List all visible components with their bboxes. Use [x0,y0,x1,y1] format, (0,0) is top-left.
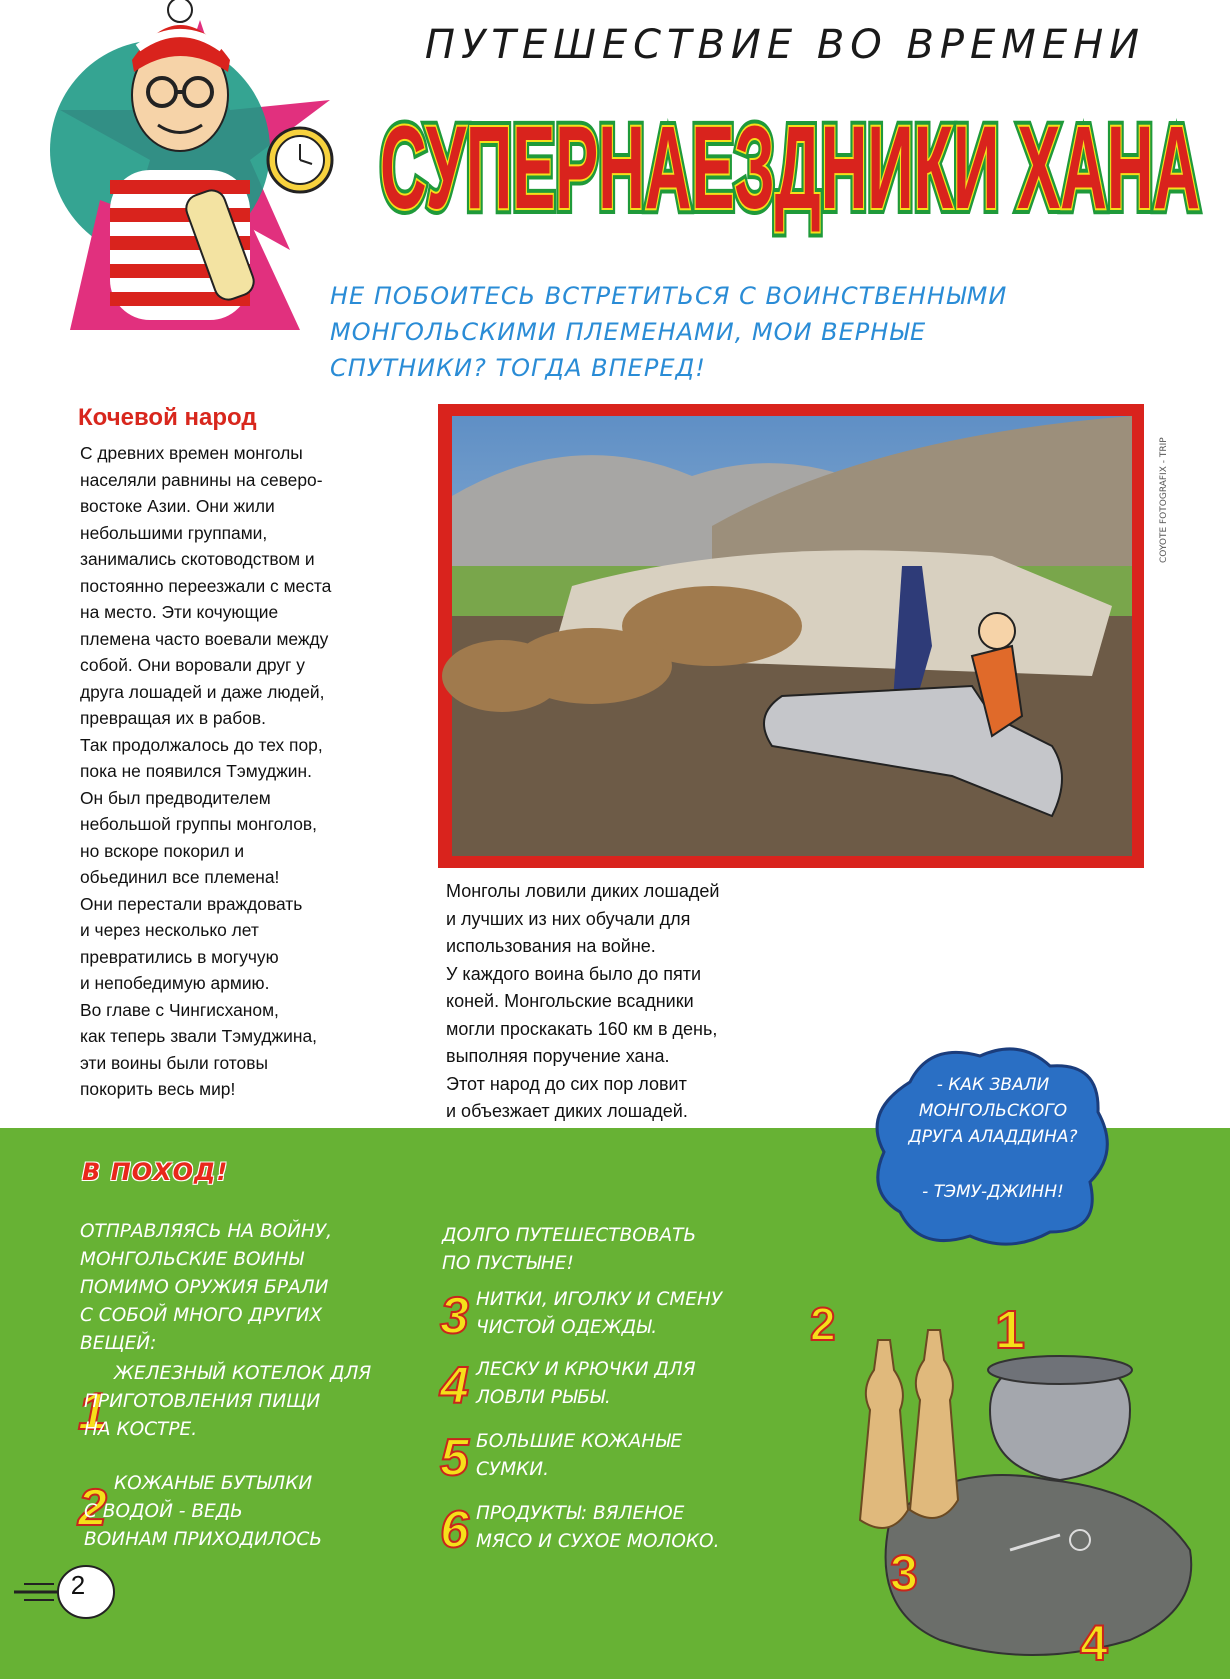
title-text-overlay: СУПЕРНАЕЗДНИКИ ХАНА [380,102,1200,234]
illustration-label-4: 4 [1080,1615,1108,1671]
page-supertitle: ПУТЕШЕСТВИЕ ВО ВРЕМЕНИ [424,22,1146,68]
mongol-horses-photo [452,416,1132,856]
photo-caption: Монголы ловили диких лошадей и лучших из них обучали для использования на войне. У каждого воина было до пяти коней. Монгольские всадники могли проскакать 160 км в день, выполняя поручение хана. Этот народ до сих пор ловит и объезжает диких лошадей. [446,881,720,1121]
illustration-label-3: 3 [890,1545,918,1601]
campaign-item-2-continued [442,1222,782,1282]
item-number: 1 [78,1383,107,1441]
title-text: СУПЕРНАЕЗДНИКИ ХАНА [380,102,1200,234]
item-number: 2 [78,1479,107,1537]
item-number: 5 [440,1429,469,1487]
joke-question: - КАК ЗВАЛИ МОНГОЛЬСКОГО ДРУГА АЛАДДИНА? [908,1075,1078,1147]
campaign-items-illustration [810,1290,1230,1679]
page-title-banner [370,90,1210,240]
item-text: ПРОДУКТЫ: ВЯЛЕНОЕ МЯСО И СУХОЕ МОЛОКО. [476,1503,720,1552]
item-number: 6 [440,1501,469,1559]
item-text: ЖЕЛЕЗНЫЙ КОТЕЛОК ДЛЯ ПРИГОТОВЛЕНИЯ ПИЩИ НА КОСТРЕ. [84,1363,372,1440]
section-heading: Кочевой народ [78,404,257,431]
page-number: 2 [70,1570,86,1600]
item-number: 4 [440,1357,469,1415]
campaign-item-5 [440,1428,800,1488]
item-text: НИТКИ, ИГОЛКУ И СМЕНУ ЧИСТОЙ ОДЕЖДЫ. [476,1289,723,1338]
item-number: 3 [440,1287,469,1345]
photo-credit-text: COYOTE FOTOGRAFIX - TRIP [1159,437,1169,563]
item-text: ДОЛГО ПУТЕШЕСТВОВАТЬ ПО ПУСТЫНЕ! [442,1225,697,1274]
illustration-label-2: 2 [810,1298,836,1350]
campaign-item-1 [78,1360,418,1450]
section-body: С древних времен монголы населяли равнины на северо- востоке Азии. Они жили небольшими группами, занимались скотоводством и постоянно переезжали с места на место. Эти кочующие племена часто воевали между собой. Они воровали друг у друга лошадей и даже людей, превращая их в рабов. Так продолжалось до тех пор, пока не появился Тэмуджин. Он был предводителем небольшой группы монголов, но вскоре покорил и обьединил все племена! Они перестали враждовать и через несколько лет превратились в могучую и непобедимую армию. Во главе с Чингисханом, как теперь звали Тэмуджина, эти воины были готовы покорить весь мир! [80,443,332,1099]
illustration-label-1: 1 [995,1300,1026,1360]
joke-answer: - ТЭМУ-ДЖИНН! [922,1182,1064,1202]
item-text: ЛЕСКУ И КРЮЧКИ ДЛЯ ЛОВЛИ РЫБЫ. [476,1359,696,1408]
campaign-heading: В ПОХОД! [82,1158,229,1186]
campaign-item-4 [440,1356,800,1416]
campaign-item-6 [440,1500,800,1560]
campaign-intro: ОТПРАВЛЯЯСЬ НА ВОЙНУ, МОНГОЛЬСКИЕ ВОИНЫ ПОМИМО ОРУЖИЯ БРАЛИ С СОБОЙ МНОГО ДРУГИХ ВЕЩЕЙ: [80,1221,332,1354]
wally-hero-illustration [40,0,360,330]
campaign-item-3 [440,1286,800,1346]
campaign-item-2 [78,1470,418,1560]
item-text: КОЖАНЫЕ БУТЫЛКИ С ВОДОЙ - ВЕДЬ ВОИНАМ ПРИХОДИЛОСЬ [84,1473,323,1550]
intro-text: НЕ ПОБОИТЕСЬ ВСТРЕТИТЬСЯ С ВОИНСТВЕННЫМИ МОНГОЛЬСКИМИ ПЛЕМЕНАМИ, МОИ ВЕРНЫЕ СПУТНИКИ? ТОГДА ВПЕРЕД! [330,282,1008,382]
photo-credit [1152,405,1172,565]
item-text: БОЛЬШИЕ КОЖАНЫЕ СУМКИ. [476,1431,683,1480]
